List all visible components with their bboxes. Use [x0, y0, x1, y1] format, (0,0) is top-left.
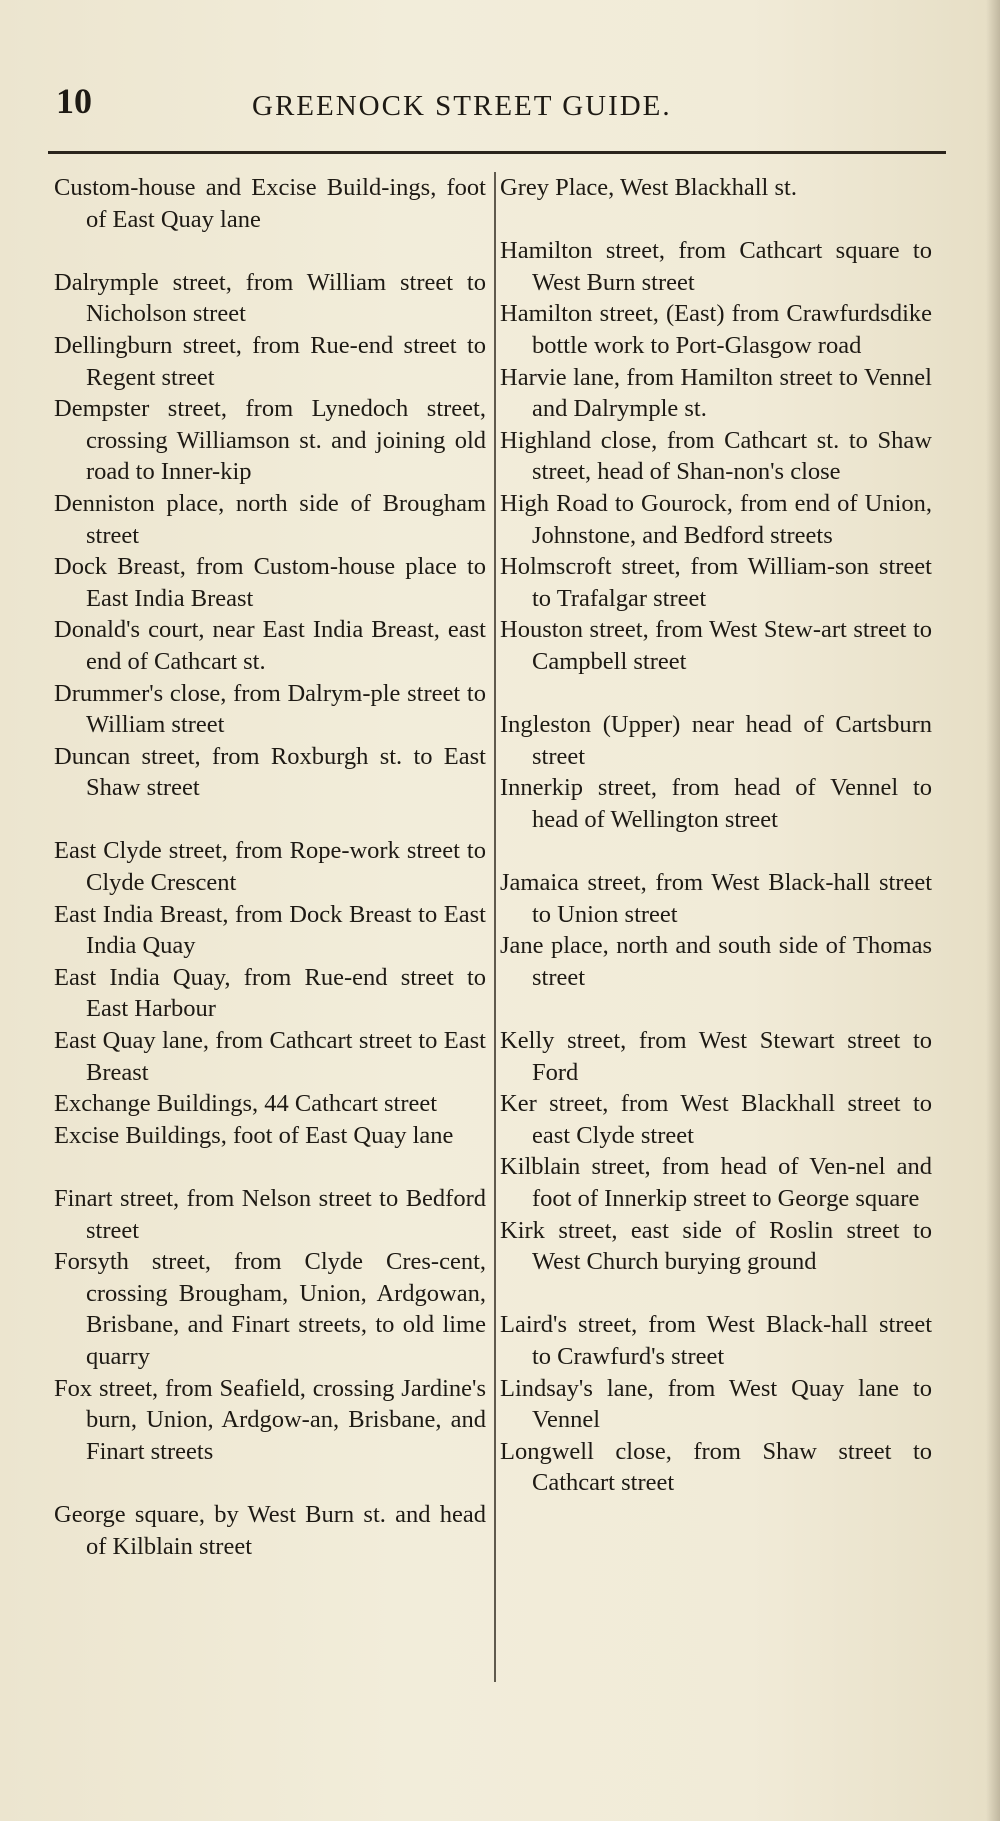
street-entry: Lindsay's lane, from West Quay lane to Vennel	[500, 1374, 932, 1434]
street-entry: Fox street, from Seafield, crossing Jardine's burn, Union, Ardgow-an, Brisbane, and Finart streets	[54, 1374, 486, 1465]
entry-gap	[500, 835, 932, 867]
street-entry: Dock Breast, from Custom-house place to East India Breast	[54, 553, 486, 612]
street-entry: Denniston place, north side of Brougham street	[54, 489, 486, 549]
street-entry: Kirk street, east side of Roslin street to West Church burying ground	[500, 1216, 932, 1276]
street-entry: East Quay lane, from Cathcart street to East Breast	[54, 1027, 486, 1086]
street-entry: Innerkip street, from head of Vennel to head of Wellington street	[500, 774, 932, 833]
street-entry: Hamilton street, (East) from Crawfurdsdike bottle work to Port-Glasgow road	[500, 300, 932, 359]
street-entry: Kelly street, from West Stewart street to Ford	[500, 1027, 932, 1086]
street-entry: Laird's street, from West Black-hall street to Crawfurd's street	[500, 1311, 932, 1370]
right-column	[500, 172, 932, 1499]
header-rule	[48, 151, 946, 154]
street-entry: Longwell close, from Shaw street to Cathcart street	[500, 1437, 932, 1497]
street-entry: Forsyth street, from Clyde Cres-cent, crossing Brougham, Union, Ardgowan, Brisbane, and Finart streets, to old lime quarry	[54, 1248, 486, 1370]
street-entry: Ingleston (Upper) near head of Cartsburn street	[500, 711, 932, 770]
street-entry: East Clyde street, from Rope-work street to Clyde Crescent	[54, 837, 486, 897]
street-entry: Ker street, from West Blackhall street to east Clyde street	[500, 1090, 932, 1149]
street-entry: Highland close, from Cathcart st. to Shaw street, head of Shan-non's close	[500, 426, 932, 486]
street-entry: East India Quay, from Rue-end street to East Harbour	[54, 963, 486, 1023]
entry-gap	[54, 1151, 486, 1183]
entry-gap	[500, 1278, 932, 1310]
street-entry: Drummer's close, from Dalrym-ple street to William street	[54, 679, 486, 739]
entry-gap	[500, 678, 932, 710]
street-entry: Exchange Buildings, 44 Cathcart street	[54, 1090, 438, 1118]
left-column	[54, 172, 486, 1562]
street-entry: Dellingburn street, from Rue-end street to Regent street	[54, 331, 486, 391]
entry-gap	[500, 204, 932, 236]
street-entry: Donald's court, near East India Breast, east end of Cathcart st.	[54, 616, 486, 675]
page-header	[56, 80, 956, 130]
street-entry: Hamilton street, from Cathcart square to West Burn street	[500, 237, 932, 296]
entry-gap	[54, 1467, 486, 1499]
street-entry: High Road to Gourock, from end of Union, Johnstone, and Bedford streets	[500, 489, 932, 549]
street-entry: Dalrymple street, from William street to Nicholson street	[54, 268, 486, 328]
street-entry: Dempster street, from Lynedoch street, crossing Williamson st. and joining old road to Inner-kip	[54, 395, 486, 486]
column-divider	[494, 172, 496, 1682]
street-entry: Jane place, north and south side of Thomas street	[500, 932, 932, 991]
entry-gap	[500, 993, 932, 1025]
street-entry: Harvie lane, from Hamilton street to Vennel and Dalrymple st.	[500, 363, 932, 423]
street-entry: George square, by West Burn st. and head of Kilblain street	[54, 1500, 486, 1560]
street-entry: Kilblain street, from head of Ven-nel and foot of Innerkip street to George square	[500, 1153, 932, 1212]
street-entry: Grey Place, West Blackhall st.	[500, 174, 797, 201]
street-entry: Custom-house and Excise Build-ings, foot of East Quay lane	[54, 174, 486, 233]
street-entry: Excise Buildings, foot of East Quay lane	[54, 1121, 454, 1149]
street-entry: East India Breast, from Dock Breast to East India Quay	[54, 900, 486, 960]
street-entry: Houston street, from West Stew-art street to Campbell street	[500, 616, 932, 675]
street-entry: Holmscroft street, from William-son street to Trafalgar street	[500, 553, 932, 612]
entry-gap	[54, 804, 486, 836]
street-entry: Duncan street, from Roxburgh st. to East Shaw street	[54, 742, 486, 802]
running-title: GREENOCK STREET GUIDE.	[252, 90, 672, 122]
street-entry: Jamaica street, from West Black-hall street to Union street	[500, 869, 932, 928]
street-entry: Finart street, from Nelson street to Bedford street	[54, 1185, 486, 1244]
page-number: 10	[56, 81, 92, 121]
page-spine-shadow	[986, 0, 1000, 1821]
entry-gap	[54, 235, 486, 267]
